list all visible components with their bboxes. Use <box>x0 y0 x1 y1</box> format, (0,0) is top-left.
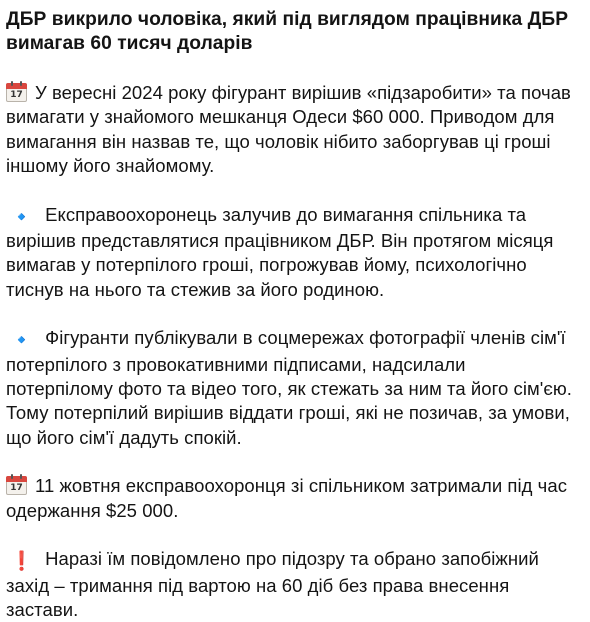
paragraph-text: 11 жовтня експравоохоронця зі спільником затримали під час одержання $25 000. <box>6 475 568 521</box>
blue-diamond-icon: 🔹 <box>10 329 34 351</box>
paragraph-3 <box>6 326 576 450</box>
paragraph-4 <box>6 474 576 523</box>
paragraph-text: Експравоохоронець залучив до вимагання спільника та вирішив представлятися працівником ДБР. Він протягом місяця вимагав у потерпілого гроші, погрожував йому, психологічно тиснув на нього та стежив за його родиною. <box>6 203 554 300</box>
blue-diamond-icon: 🔹 <box>10 205 34 227</box>
paragraph-text: Наразі їм повідомлено про підозру та обрано запобіжний захід – тримання під вартою на 60 діб без права внесення застави. <box>6 548 539 620</box>
post-title: ДБР викрило чоловіка, який під виглядом працівника ДБР вимагав 60 тисяч доларів <box>6 9 569 54</box>
calendar-icon: 17 <box>6 474 27 495</box>
paragraph-5 <box>6 547 576 622</box>
paragraph-2 <box>6 203 576 303</box>
paragraph-text: Фігуранти публікували в соцмережах фотографії членів сім'ї потерпілого з провокативними підписами, надсилали потерпілому фото та відео того, як стежать за ним та його сім'єю. Тому потерпілий вирішив віддати гроші, які не позичав, за умови, що його сім'ї дадуть спокій. <box>6 327 572 448</box>
paragraph-1 <box>6 81 576 179</box>
paragraph-text: У вересні 2024 року фігурант вирішив «підзаробити» та почав вимагати у знайомого мешканця Одеси $60 000. Приводом для вимагання він назвав те, що чоловік нібито заборгував ці гроші іншому його знайомому. <box>6 82 571 177</box>
exclamation-icon: ❗ <box>10 550 34 572</box>
calendar-icon: 17 <box>6 81 27 102</box>
